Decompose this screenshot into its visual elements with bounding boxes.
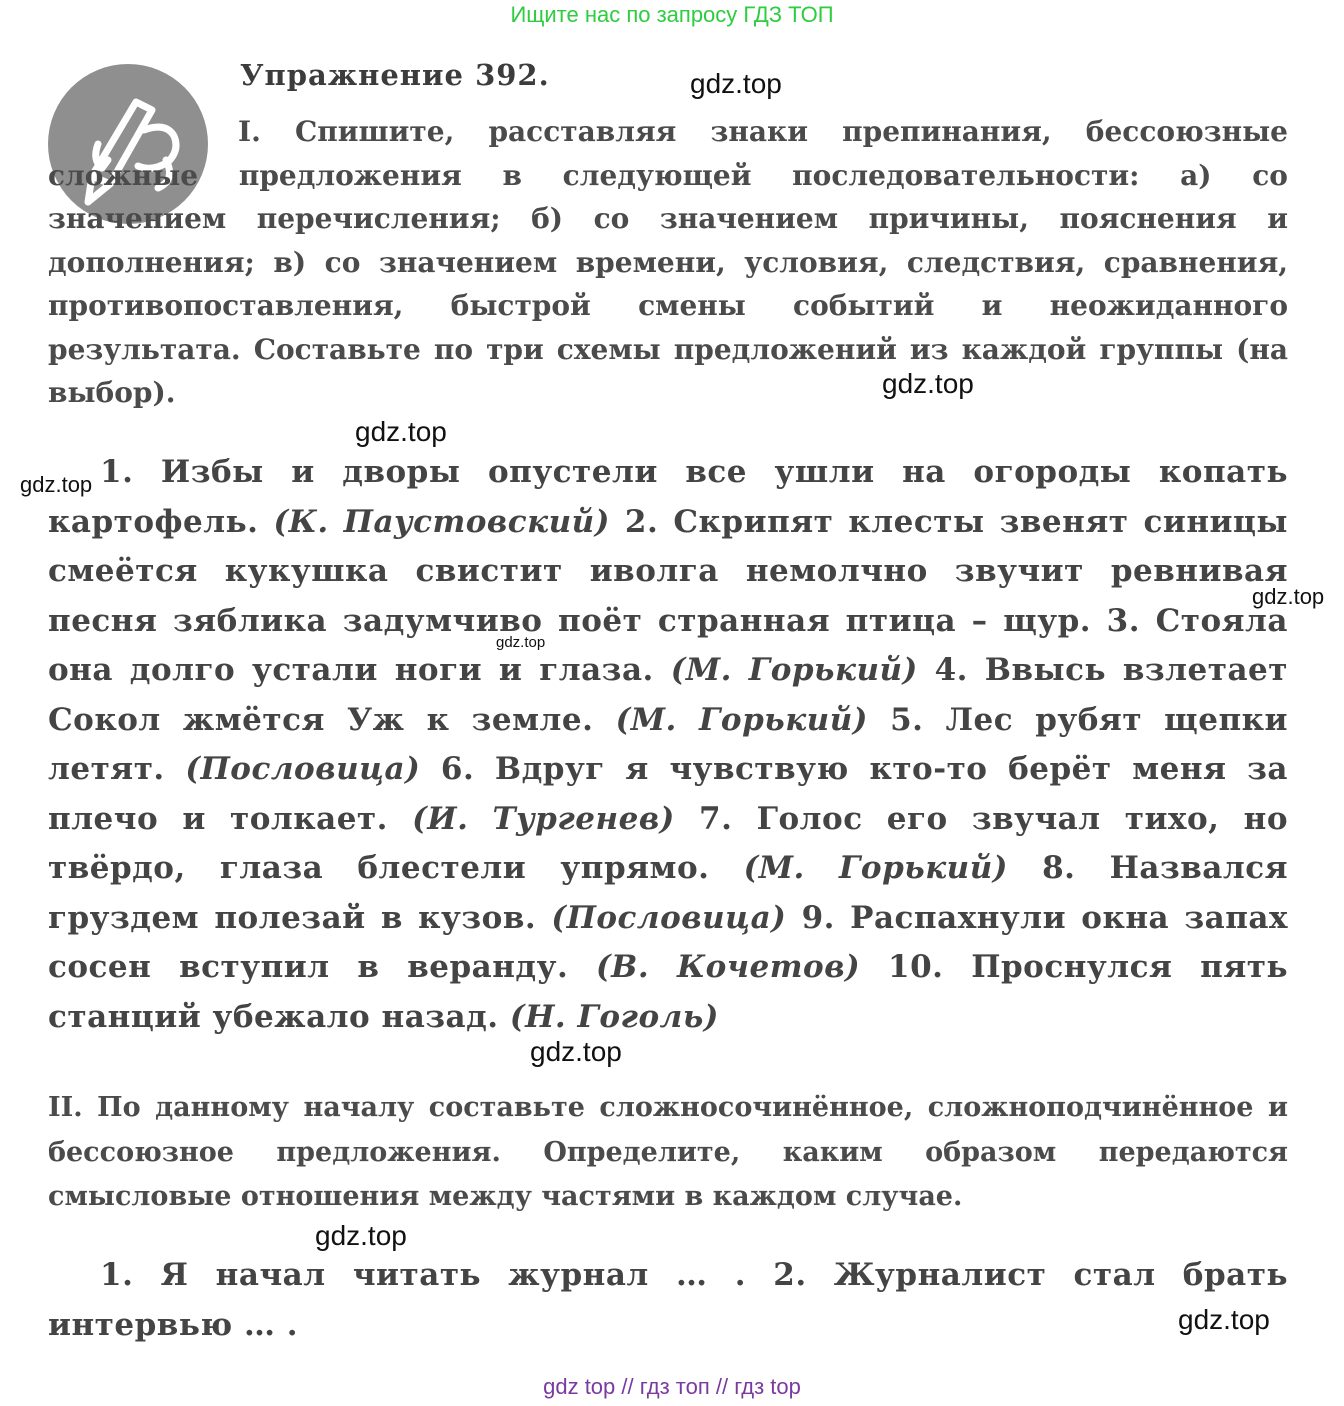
sentence-text: 6. Вдруг я чувствую кто-то берёт меня за плечо и толкает. xyxy=(48,751,1289,837)
sentence-author: (М. Горький) xyxy=(615,701,868,738)
sentence-text: 2. Скрипят клесты звенят синицы смеётся кукушка свистит иволга немолчно звучит ревнивая песня зяблика задумчиво поёт странная птица – щур. 3. Стояла она долго устали ноги и глаза. xyxy=(48,503,1288,688)
exercise-2-text: 1. Я начал читать журнал … . 2. Журналист стал брать интервью … . xyxy=(48,1257,1288,1343)
sentence-text: 9. Распахнули окна запах сосен вступил в веранду. xyxy=(48,899,1288,985)
sentence-author: (Пословица) xyxy=(551,899,787,936)
sentence-author: (Пословица) xyxy=(185,751,421,787)
sentence-text: 5. Лес рубят щепки летят. xyxy=(48,701,1289,787)
sentence-text: 1. Избы и дворы опустели все ушли на огороды копать картофель. xyxy=(48,454,1288,540)
sentence-author: (И. Тургенев) xyxy=(412,800,675,837)
sentence-author: (М. Горький) xyxy=(743,850,1008,886)
watermark: gdz.top xyxy=(1252,584,1325,609)
watermark: gdz.top xyxy=(530,1036,622,1067)
watermark: gdz.top xyxy=(690,68,782,99)
exercise-title: Упражнение 392. xyxy=(240,58,550,92)
task-1-text: I. Спишите, расставляя знаки препинания, бессоюзные сложные предложения в следующей последовательности: а) со значением перечисления; б) со значением причины, пояснения и дополнения; в) со значением времени, условия, следствия, сравнения, противопоставления, быстрой смены событий и неожиданного результата. Составьте по три схемы предложений из каждой группы (на выбор). xyxy=(48,115,1288,409)
task-2-instructions: II. По данному началу составьте сложносочинённое, сложноподчинённое и бессоюзное предложения. Определите, каким образом передаются смысловые отношения между частями в каждом случае. xyxy=(48,1092,1288,1212)
sentence-author: (Н. Гоголь) xyxy=(509,998,719,1035)
task-1-instructions xyxy=(48,110,1288,415)
sentence-text: 7. Голос его звучал тихо, но твёрдо, глаза блестели упрямо. xyxy=(48,800,1289,886)
watermark: gdz.top xyxy=(1178,1304,1270,1335)
sentence-author: (М. Горький) xyxy=(670,652,918,688)
sentence-author: (К. Паустовский) xyxy=(273,503,610,540)
footer-links[interactable]: gdz top // гдз топ // гдз top xyxy=(543,1374,801,1399)
sentence-author: (В. Кочетов) xyxy=(596,949,861,985)
top-banner[interactable]: Ищите нас по запросу ГДЗ ТОП xyxy=(510,2,834,27)
exercise-2-sentences xyxy=(48,1250,1288,1350)
watermark: gdz.top xyxy=(355,416,447,447)
watermark: gdz.top xyxy=(496,634,546,651)
sentence-text: 8. Назвался груздем полезай в кузов. xyxy=(48,850,1289,936)
sentence-text: 10. Проснулся пять станций убежало назад. xyxy=(48,949,1288,1035)
watermark: gdz.top xyxy=(20,472,93,497)
watermark: gdz.top xyxy=(882,368,974,399)
exercise-1-sentences xyxy=(48,448,1288,1042)
watermark: gdz.top xyxy=(315,1220,407,1251)
sentence-text: 4. Ввысь взлетает Сокол жмётся Уж к земле. xyxy=(48,652,1288,738)
